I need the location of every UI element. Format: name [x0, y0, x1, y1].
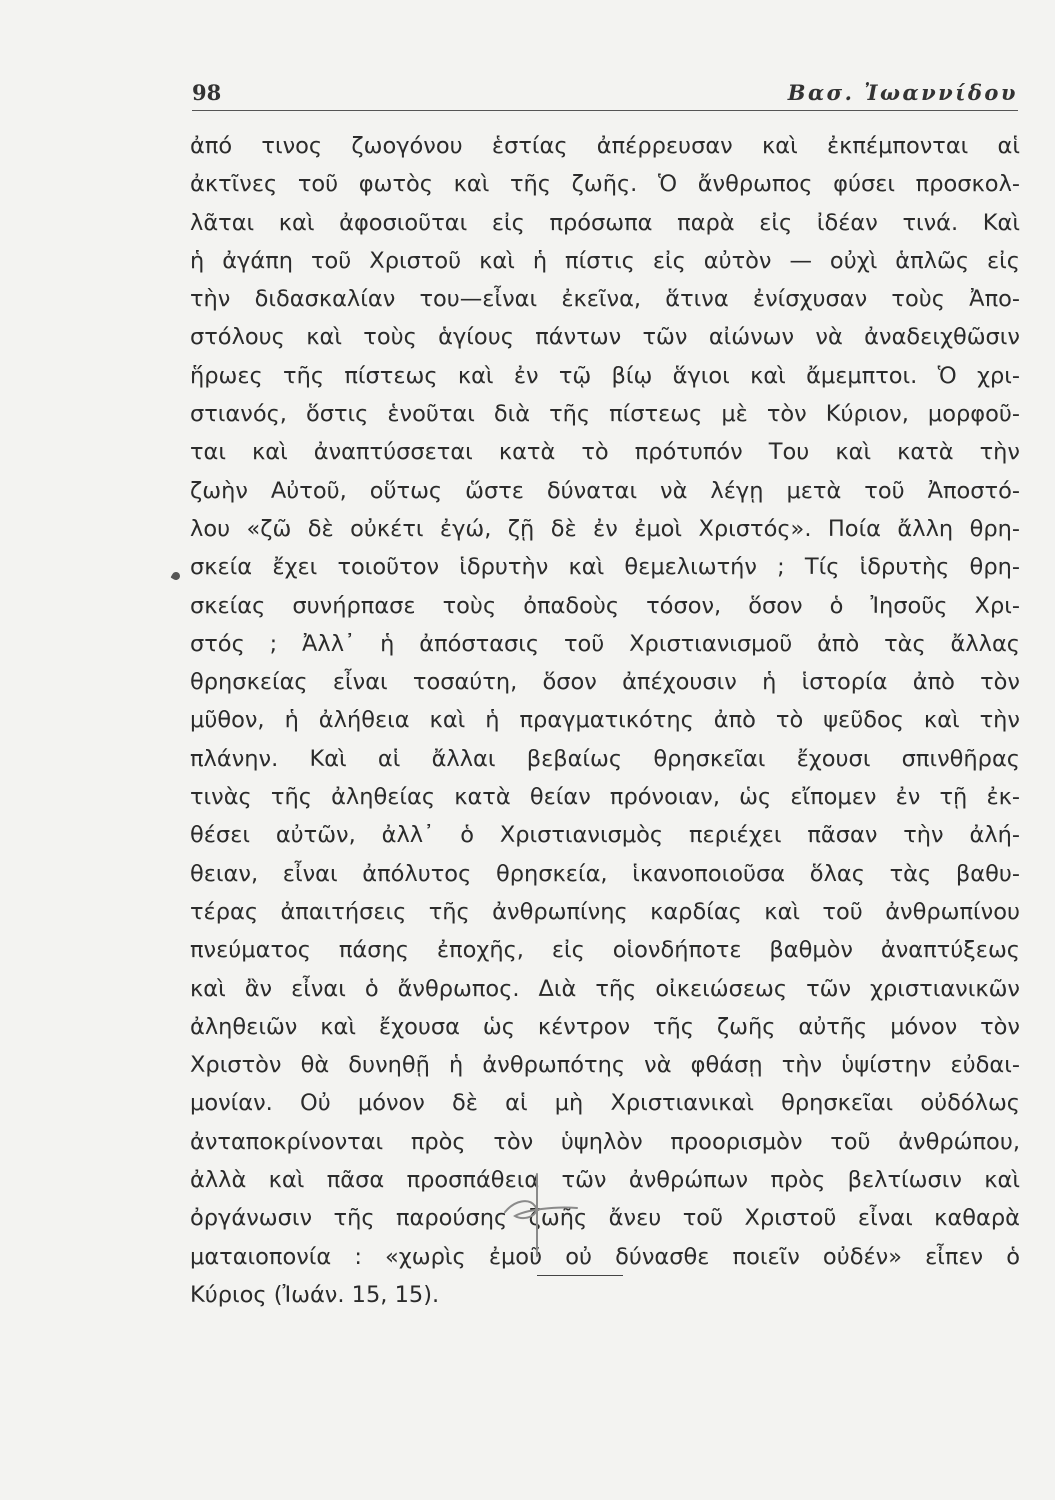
- text-line: σκείας συνήρπασε τοὺς ὀπαδοὺς τόσον, ὅσον ὁ Ἰησοῦς Χρι-: [190, 592, 1020, 619]
- text-line: λου «ζῶ δὲ οὐκέτι ἐγώ, ζῇ δὲ ἐν ἐμοὶ Χριστός». Ποία ἄλλη θρη-: [190, 515, 1020, 542]
- text-line: τέρας ἀπαιτήσεις τῆς ἀνθρωπίνης καρδίας καὶ τοῦ ἀνθρωπίνου: [190, 898, 1020, 925]
- text-line: στός ; Ἀλλ᾽ ἡ ἀπόστασις τοῦ Χριστιανισμοῦ ἀπὸ τὰς ἄλλας: [190, 630, 1020, 657]
- text-line: ἀκτῖνες τοῦ φωτὸς καὶ τῆς ζωῆς. Ὁ ἄνθρωπος φύσει προσκολ-: [190, 171, 1020, 198]
- text-line: ται καὶ ἀναπτύσσεται κατὰ τὸ πρότυπόν Του καὶ κατὰ τὴν: [190, 439, 1020, 466]
- text-line: τὴν διδασκαλίαν του—εἶναι ἐκεῖνα, ἅτινα ἐνίσχυσαν τοὺς Ἀπο-: [190, 286, 1020, 313]
- page-header: [192, 76, 1018, 108]
- pencil-cross-mark-icon: [495, 1170, 585, 1260]
- text-line-final: Κύριος (Ἰωάν. 15, 15).: [190, 1281, 440, 1308]
- text-line: ζωὴν Αὐτοῦ, οὕτως ὥστε δύναται νὰ λέγῃ μετὰ τοῦ Ἀποστό-: [190, 477, 1020, 504]
- text-line: ἡ ἀγάπη τοῦ Χριστοῦ καὶ ἡ πίστις εἰς αὐτὸν — οὐχὶ ἁπλῶς εἰς: [190, 247, 1020, 274]
- text-line: στιανός, ὅστις ἑνοῦται διὰ τῆς πίστεως μὲ τὸν Κύριον, μορφοῦ-: [190, 401, 1020, 428]
- text-line: Χριστὸν θὰ δυνηθῇ ἡ ἀνθρωπότης νὰ φθάσῃ τὴν ὑψίστην εὐδαι-: [190, 1052, 1020, 1079]
- text-line: στόλους καὶ τοὺς ἁγίους πάντων τῶν αἰώνων νὰ ἀναδειχθῶσιν: [190, 324, 1020, 351]
- text-line: καὶ ἂν εἶναι ὁ ἄνθρωπος. Διὰ τῆς οἰκειώσεως τῶν χριστιανικῶν: [190, 975, 1020, 1002]
- text-line: πνεύματος πάσης ἐποχῆς, εἰς οἱονδήποτε βαθμὸν ἀναπτύξεως: [190, 937, 1020, 964]
- text-line: πλάνην. Καὶ αἱ ἄλλαι βεβαίως θρησκεῖαι ἔχουσι σπινθῆρας: [190, 745, 1020, 772]
- text-line: ἀλλὰ καὶ πᾶσα προσπάθεια τῶν ἀνθρώπων πρὸς βελτίωσιν καὶ: [190, 1167, 1020, 1194]
- header-rule: [192, 110, 1018, 111]
- text-line: ὀργάνωσιν τῆς παρούσης ζωῆς ἄνευ τοῦ Χριστοῦ εἶναι καθαρὰ: [190, 1205, 1020, 1232]
- end-rule: [537, 1275, 623, 1276]
- text-line: ἥρωες τῆς πίστεως καὶ ἐν τῷ βίῳ ἅγιοι καὶ ἄμεμπτοι. Ὁ χρι-: [190, 362, 1020, 389]
- text-line: ματαιοπονία : «χωρὶς ἐμοῦ οὐ δύνασθε ποιεῖν οὐδέν» εἶπεν ὁ: [190, 1243, 1020, 1270]
- margin-ink-dot: [171, 571, 182, 582]
- text-line: τινὰς τῆς ἀληθείας κατὰ θείαν πρόνοιαν, ὡς εἴπομεν ἐν τῇ ἐκ-: [190, 784, 1020, 811]
- body-text: [190, 127, 1020, 1314]
- text-line: θειαν, εἶναι ἀπόλυτος θρησκεία, ἱκανοποιοῦσα ὅλας τὰς βαθυ-: [190, 860, 1020, 887]
- text-line: ἀνταποκρίνονται πρὸς τὸν ὑψηλὸν προορισμὸν τοῦ ἀνθρώπου,: [190, 1128, 1020, 1155]
- text-line: θέσει αὐτῶν, ἀλλ᾽ ὁ Χριστιανισμὸς περιέχει πᾶσαν τὴν ἀλή-: [190, 822, 1020, 849]
- text-line: σκεία ἔχει τοιοῦτον ἱδρυτὴν καὶ θεμελιωτήν ; Τίς ἱδρυτὴς θρη-: [190, 554, 1020, 581]
- text-line: μονίαν. Οὐ μόνον δὲ αἱ μὴ Χριστιανικαὶ θρησκεῖαι οὐδόλως: [190, 1090, 1020, 1117]
- text-line: λᾶται καὶ ἀφοσιοῦται εἰς πρόσωπα παρὰ εἰς ἰδέαν τινά. Καὶ: [190, 209, 1020, 236]
- page-number: 98: [192, 80, 222, 105]
- text-line: θρησκείας εἶναι τοσαύτη, ὅσον ἀπέχουσιν ἡ ἱστορία ἀπὸ τὸν: [190, 669, 1020, 696]
- running-head: Βασ. Ἰωαννίδου: [787, 80, 1018, 105]
- text-line: ἀληθειῶν καὶ ἔχουσα ὡς κέντρον τῆς ζωῆς αὐτῆς μόνον τὸν: [190, 1013, 1020, 1040]
- text-line: ἀπό τινος ζωογόνου ἑστίας ἀπέρρευσαν καὶ ἐκπέμπονται αἱ: [190, 133, 1020, 159]
- text-line: μῦθον, ἡ ἀλήθεια καὶ ἡ πραγματικότης ἀπὸ τὸ ψεῦδος καὶ τὴν: [190, 707, 1020, 734]
